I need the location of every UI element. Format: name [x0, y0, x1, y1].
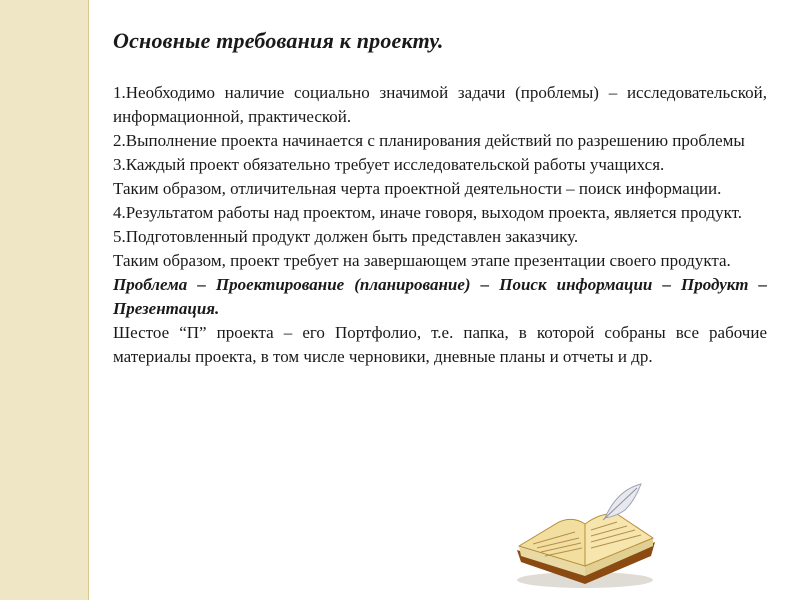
slide-content — [113, 28, 767, 369]
requirement-3: 3.Каждый проект обязательно требует исследовательской работы учащихся. — [113, 155, 665, 174]
decorative-side-strip — [0, 0, 89, 600]
requirement-5-conclusion: Таким образом, проект требует на завершающем этапе презентации своего продукта. — [113, 251, 731, 270]
slide-title: Основные требования к проекту. — [113, 28, 444, 53]
requirement-4: 4.Результатом работы над проектом, иначе говоря, выходом проекта, является продукт. — [113, 203, 743, 222]
requirement-2: 2.Выполнение проекта начинается с планирования действий по разрешению проблемы — [113, 131, 745, 150]
portfolio-note: Шестое “П” проекта – его Портфолио, т.е. папка, в которой собраны все рабочие материалы проекта, в том числе черновики, дневные планы и отчеты и др. — [113, 323, 767, 366]
requirement-5: 5.Подготовленный продукт должен быть представлен заказчику. — [113, 227, 579, 246]
five-p-summary: Проблема – Проектирование (планирование) – Поиск информации – Продукт – Презентация. — [113, 275, 767, 318]
requirement-3-conclusion: Таким образом, отличительная черта проектной деятельности – поиск информации. — [113, 179, 722, 198]
requirement-1: 1.Необходимо наличие социально значимой задачи (проблемы) – исследовательской, информационной, практической. — [113, 83, 767, 126]
quill-shaft — [603, 488, 637, 520]
open-book-with-quill-icon — [505, 480, 665, 590]
